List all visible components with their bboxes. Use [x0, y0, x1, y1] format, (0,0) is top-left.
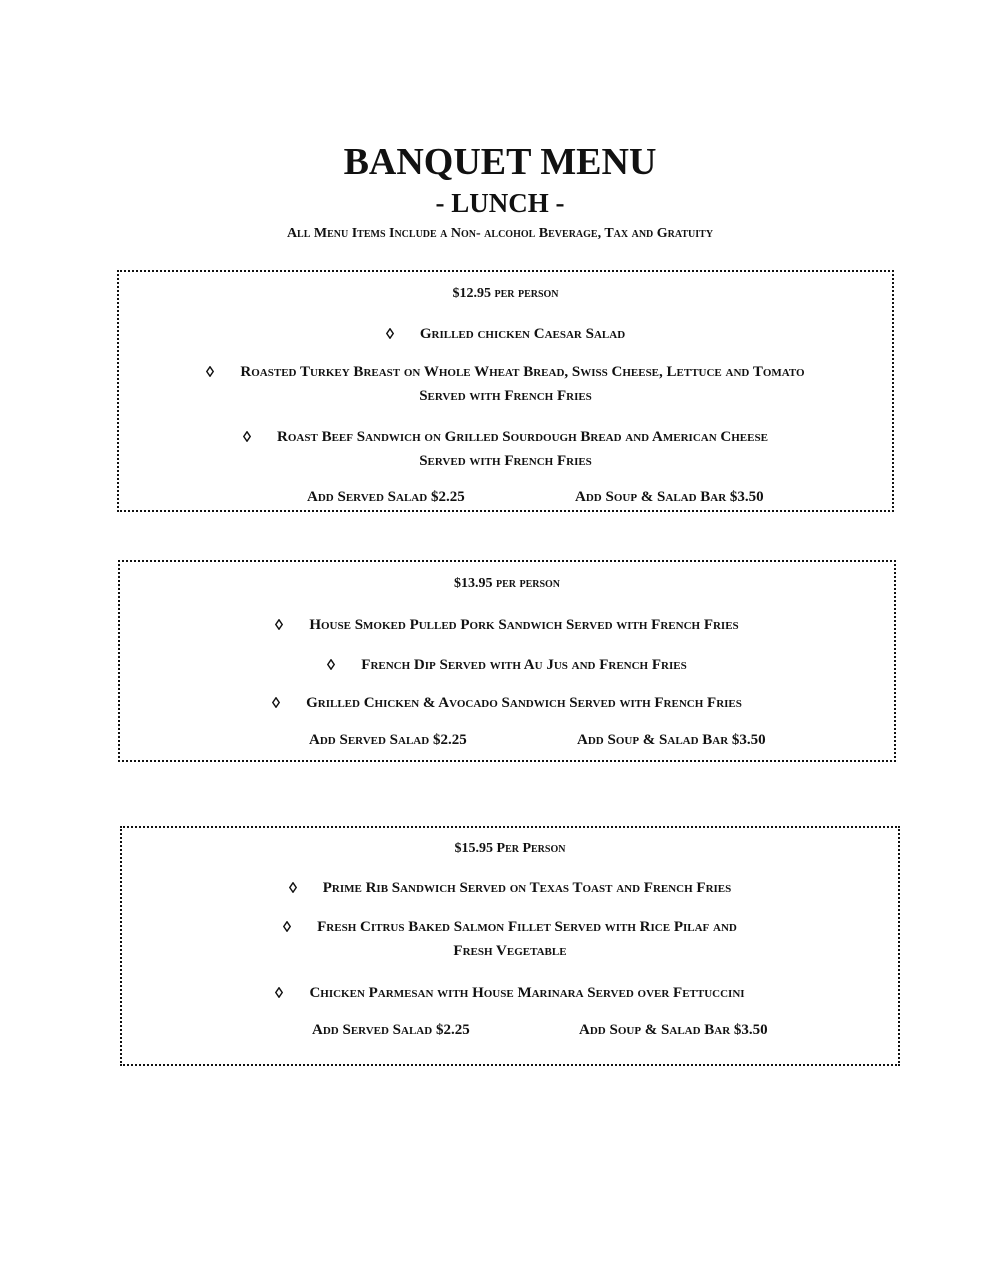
diamond-bullet-icon	[386, 328, 394, 339]
menu-item-text: French Dip Served with Au Jus and French Fries	[361, 657, 687, 673]
menu-item	[119, 322, 892, 346]
diamond-bullet-icon	[206, 366, 214, 377]
menu-item	[120, 653, 894, 677]
diamond-bullet-icon	[243, 431, 251, 442]
menu-item-text: Prime Rib Sandwich Served on Texas Toast and French Fries	[322, 880, 732, 896]
menu-section-1	[117, 270, 894, 512]
menu-section-2	[118, 560, 896, 762]
addon-served-salad: Add Served Salad $2.25	[307, 489, 465, 505]
menu-item-text-line2: Fresh Vegetable	[453, 943, 567, 959]
diamond-bullet-icon	[327, 659, 335, 670]
addon-served-salad: Add Served Salad $2.25	[309, 732, 467, 748]
menu-note: All Menu Items Include a Non- alcohol Beverage, Tax and Gratuity	[286, 226, 714, 241]
menu-item-text: Chicken Parmesan with House Marinara Served over Fettuccini	[309, 985, 745, 1001]
menu-item-text-line2: Served with French Fries	[419, 453, 592, 469]
addon-soup-salad-bar: Add Soup & Salad Bar $3.50	[575, 489, 764, 505]
menu-item	[122, 981, 898, 1005]
menu-item-text: Roasted Turkey Breast on Whole Wheat Bread, Swiss Cheese, Lettuce and Tomato	[240, 364, 805, 380]
menu-item-text: Grilled Chicken & Avocado Sandwich Served with French Fries	[306, 695, 742, 711]
diamond-bullet-icon	[275, 619, 283, 630]
menu-item-text: Grilled chicken Caesar Salad	[419, 326, 626, 342]
menu-item-text: Fresh Citrus Baked Salmon Fillet Served with Rice Pilaf and	[317, 919, 737, 935]
diamond-bullet-icon	[289, 882, 297, 893]
section-price: $15.95 Per Person	[454, 841, 566, 856]
menu-item-text-line2: Served with French Fries	[419, 388, 592, 404]
menu-item	[122, 915, 898, 963]
section-price: $12.95 per person	[452, 286, 559, 301]
addon-soup-salad-bar: Add Soup & Salad Bar $3.50	[577, 732, 766, 748]
menu-item	[122, 876, 898, 900]
addon-soup-salad-bar: Add Soup & Salad Bar $3.50	[579, 1022, 768, 1038]
menu-item-text: Roast Beef Sandwich on Grilled Sourdough Bread and American Cheese	[277, 429, 768, 445]
menu-section-3	[120, 826, 900, 1066]
diamond-bullet-icon	[275, 987, 283, 998]
diamond-bullet-icon	[283, 921, 291, 932]
menu-subtitle: - LUNCH -	[435, 188, 565, 218]
menu-item	[119, 360, 892, 408]
diamond-bullet-icon	[272, 697, 280, 708]
addon-served-salad: Add Served Salad $2.25	[312, 1022, 470, 1038]
menu-item	[119, 425, 892, 473]
menu-item	[120, 691, 894, 715]
menu-item-text: House Smoked Pulled Pork Sandwich Served with French Fries	[309, 617, 739, 633]
section-price: $13.95 per person	[453, 576, 561, 591]
menu-item	[120, 613, 894, 637]
menu-title: BANQUET MENU	[343, 141, 657, 183]
